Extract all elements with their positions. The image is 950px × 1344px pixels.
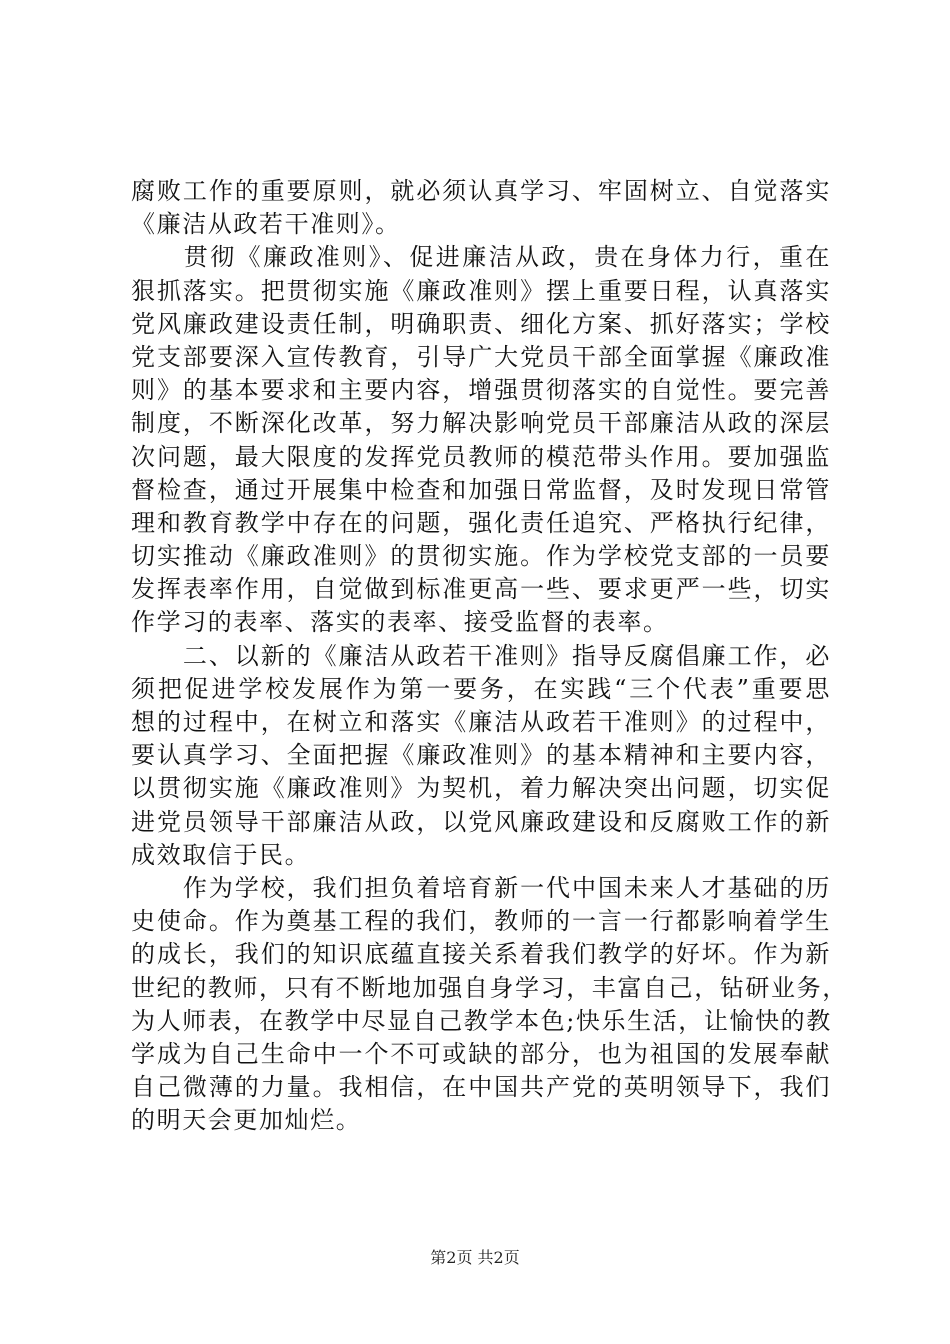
text-line: 想的过程中，在树立和落实《廉洁从政若干准则》的过程中，: [131, 708, 831, 736]
text-line: 狠抓落实。把贯彻实施《廉政准则》摆上重要日程，认真落实: [131, 276, 831, 305]
text-line: 的成长，我们的知识底蕴直接关系着我们教学的好坏。作为新: [131, 940, 831, 969]
text-line: 的明天会更加灿烂。: [131, 1106, 362, 1135]
text-line: 须把促进学校发展作为第一要务，在实践“三个代表”重要思: [131, 674, 831, 703]
text-line: 世纪的教师，只有不断地加强自身学习，丰富自己，钻研业务，: [131, 973, 848, 1002]
text-line: 作学习的表率、落实的表率、接受监督的表率。: [131, 608, 669, 637]
text-line: 次问题，最大限度的发挥党员教师的模范带头作用。要加强监: [131, 442, 831, 471]
text-line: 督检查，通过开展集中检查和加强日常监督，及时发现日常管: [131, 475, 831, 504]
text-line: 成效取信于民。: [131, 840, 311, 869]
text-line: 史使命。作为奠基工程的我们，教师的一言一行都影响着学生: [131, 907, 831, 936]
text-line: 为人师表，在教学中尽显自己教学本色;快乐生活，让愉快的教: [131, 1006, 832, 1035]
text-line: 作为学校，我们担负着培育新一代中国未来人才基础的历: [131, 873, 831, 902]
text-line: 理和教育教学中存在的问题，强化责任追究、严格执行纪律，: [131, 508, 831, 537]
text-line: 学成为自己生命中一个不可或缺的部分，也为祖国的发展奉献: [131, 1039, 831, 1068]
text-line: 制度，不断深化改革，努力解决影响党员干部廉洁从政的深层: [131, 409, 831, 438]
text-line: 党风廉政建设责任制，明确职责、细化方案、抓好落实；学校: [131, 309, 831, 338]
text-line: 腐败工作的重要原则，就必须认真学习、牢固树立、自觉落实: [131, 177, 831, 205]
text-line: 二、以新的《廉洁从政若干准则》指导反腐倡廉工作，必: [131, 641, 831, 670]
text-line: 贯彻《廉政准则》、促进廉洁从政，贵在身体力行，重在: [131, 243, 831, 272]
text-line: 则》的基本要求和主要内容，增强贯彻落实的自觉性。要完善: [131, 376, 831, 405]
page-footer: 第2页 共2页: [430, 1248, 520, 1267]
text-line: 党支部要深入宣传教育，引导广大党员干部全面掌握《廉政准: [131, 342, 831, 371]
text-line: 发挥表率作用，自觉做到标准更高一些、要求更严一些，切实: [131, 575, 831, 604]
text-line: 以贯彻实施《廉政准则》为契机，着力解决突出问题，切实促: [131, 774, 831, 803]
text-line: 自己微薄的力量。我相信，在中国共产党的英明领导下，我们: [131, 1073, 831, 1102]
text-line: 要认真学习、全面把握《廉政准则》的基本精神和主要内容，: [131, 741, 831, 770]
text-line: 进党员领导干部廉洁从政，以党风廉政建设和反腐败工作的新: [131, 807, 831, 836]
body-text: [131, 175, 848, 1137]
text-line: 切实推动《廉政准则》的贯彻实施。作为学校党支部的一员要: [131, 542, 831, 571]
text-line: 《廉洁从政若干准则》。: [131, 210, 401, 239]
